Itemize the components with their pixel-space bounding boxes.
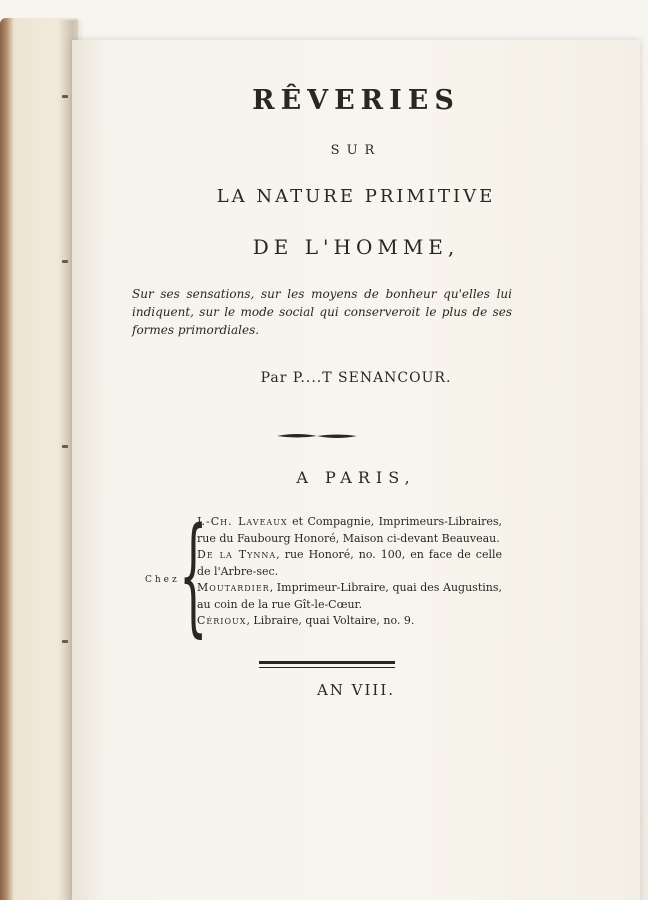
- title-line-homme: DE L'HOMME,: [252, 235, 460, 259]
- printer-address: , Libraire, quai Voltaire, no. 9.: [246, 614, 415, 627]
- title-page: [72, 40, 640, 900]
- binding-stitch: [62, 95, 68, 98]
- book-title: RÊVERIES: [252, 85, 460, 116]
- printer-name: Cérioux: [197, 614, 247, 627]
- printer-name: De la Tynna: [197, 548, 277, 561]
- printer-entry: [197, 547, 502, 580]
- subtitle-text: Sur ses sensations, sur les moyens de bonheur qu'elles lui indiquent, sur le mode social qui conserveroit le plus de ses formes primordiales.: [132, 287, 512, 337]
- publication-year: AN VIII.: [316, 681, 396, 699]
- imprint-place: A PARIS,: [296, 468, 416, 487]
- binding-stitch: [62, 640, 68, 643]
- author-line: Par P....T SENANCOUR.: [260, 370, 452, 386]
- binding-stitch: [62, 260, 68, 263]
- printers-list: [197, 514, 502, 630]
- double-rule-thin: [259, 667, 395, 668]
- title-connector: SUR: [330, 143, 382, 158]
- double-rule-thick: [259, 661, 395, 664]
- chez-label: Chez: [145, 575, 180, 585]
- printer-entry: [197, 514, 502, 547]
- printer-address: , Imprimeur-Libraire, quai des Augustins, au coin de la rue Gît-le-Cœur.: [197, 581, 502, 611]
- brace-glyph: {: [179, 501, 208, 650]
- ornament-rule: [277, 432, 357, 440]
- title-line-nature: LA NATURE PRIMITIVE: [216, 186, 496, 207]
- printer-entry: [197, 580, 502, 613]
- printer-address: et Compagnie, Imprimeurs-Libraires, rue du Faubourg Honoré, Maison ci-devant Beauveau.: [197, 515, 502, 545]
- printer-entry: [197, 613, 502, 630]
- printer-address: , rue Honoré, no. 100, en face de celle de l'Arbre-sec.: [197, 548, 502, 578]
- binding-stitch: [62, 445, 68, 448]
- printer-name: Moutardier: [197, 581, 270, 594]
- printer-name: J.-Ch. Laveaux: [197, 515, 288, 528]
